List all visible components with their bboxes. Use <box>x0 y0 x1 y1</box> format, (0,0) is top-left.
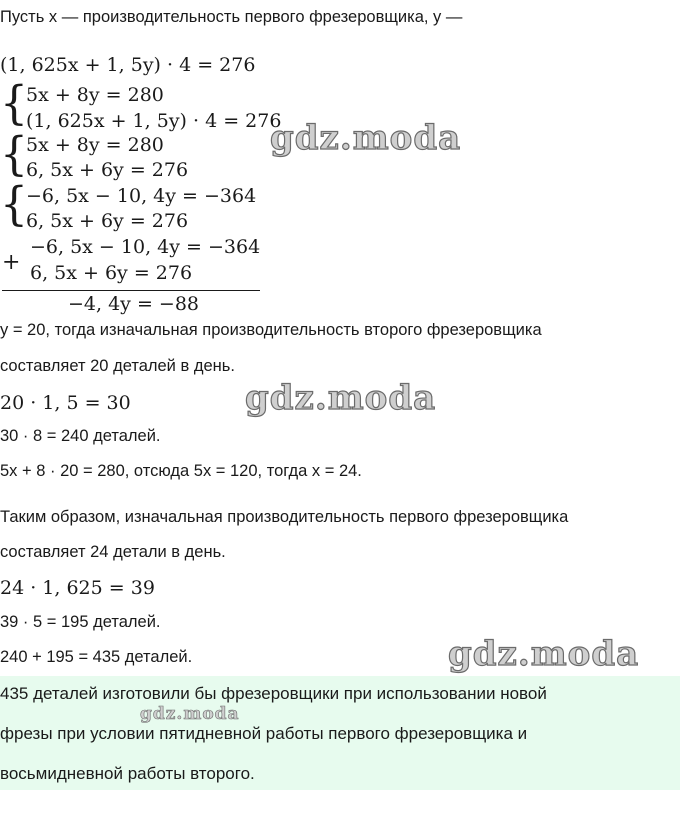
system-2-eq-b: 6, 5x + 6y = 276 <box>26 159 189 181</box>
watermark-logo: gdz.moda <box>270 118 462 158</box>
system-3-eq-b: 6, 5x + 6y = 276 <box>26 210 189 232</box>
addition-line-2: 6, 5x + 6y = 276 <box>30 262 193 284</box>
watermark-logo: gdz.moda <box>140 704 240 724</box>
sum-divider <box>2 290 260 291</box>
system-2-eq-a: 5x + 8y = 280 <box>26 134 164 156</box>
conclusion-line-2: составляет 24 детали в день. <box>0 543 226 561</box>
answer-line-1: 435 деталей изготовили бы фрезеровщики при использовании новой <box>0 684 547 703</box>
system-1-eq-b: (1, 625x + 1, 5y) · 4 = 276 <box>26 110 282 132</box>
conclusion-line-1: Таким образом, изначальная производительность первого фрезеровщика <box>0 508 569 526</box>
system-brace-2: { <box>0 127 28 182</box>
addition-line-1: −6, 5x − 10, 4y = −364 <box>30 236 261 258</box>
equation-1: (1, 625x + 1, 5y) · 4 = 276 <box>0 54 256 76</box>
calc-line-6: 240 + 195 = 435 деталей. <box>0 648 193 666</box>
watermark-logo: gdz.moda <box>448 634 640 674</box>
calc-line-2: 30 · 8 = 240 деталей. <box>0 427 161 445</box>
calc-line-3: 5x + 8 · 20 = 280, отсюда 5x = 120, тогда x = 24. <box>0 462 362 480</box>
system-brace-1: { <box>0 76 28 131</box>
answer-line-2: фрезы при условии пятидневной работы первого фрезеровщика и <box>0 724 528 743</box>
y-result-line-2: составляет 20 деталей в день. <box>0 357 235 375</box>
calc-line-5: 39 · 5 = 195 деталей. <box>0 613 161 631</box>
y-result-line: y = 20, тогда изначальная производительность второго фрезеровщика <box>0 321 542 339</box>
system-3-eq-a: −6, 5x − 10, 4y = −364 <box>26 185 257 207</box>
calc-line-1: 20 · 1, 5 = 30 <box>0 392 131 414</box>
answer-box <box>0 676 680 790</box>
system-brace-3: { <box>0 177 28 232</box>
watermark-logo: gdz.moda <box>245 378 437 418</box>
plus-sign: + <box>2 250 21 275</box>
system-1-eq-a: 5x + 8y = 280 <box>26 84 164 106</box>
intro-text: Пусть x — производительность первого фрезеровщика, y — <box>0 8 463 26</box>
answer-line-3: восьмидневной работы второго. <box>0 764 255 783</box>
addition-result: −4, 4y = −88 <box>68 293 200 315</box>
calc-line-4: 24 · 1, 625 = 39 <box>0 577 155 599</box>
